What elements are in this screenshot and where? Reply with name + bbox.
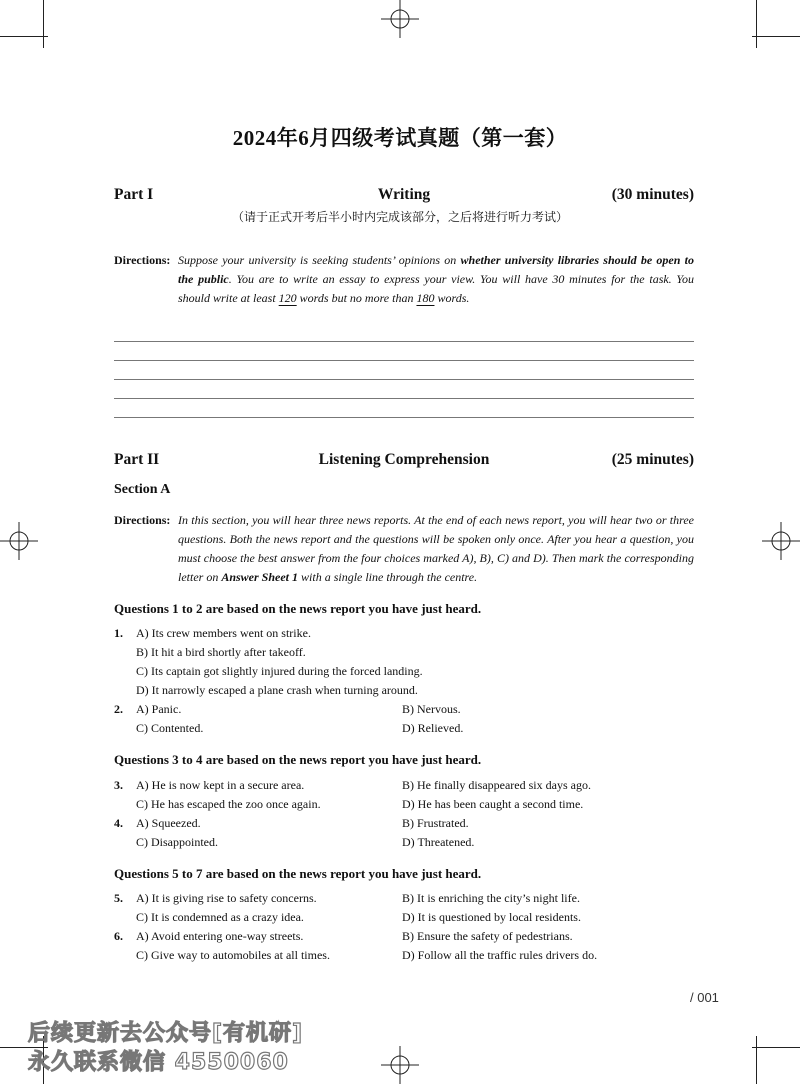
option-c[interactable]: C) Disappointed. (136, 835, 218, 849)
watermark-line-2: 永久联系微信 4550060 (28, 1050, 289, 1075)
option-a[interactable]: A) He is now kept in a secure area. (136, 778, 305, 792)
part2-label: Part II (114, 451, 160, 468)
part2-directions-label: Directions: (114, 513, 171, 527)
section-a-heading: Section A (114, 482, 171, 497)
question-group-heading: Questions 3 to 4 are based on the news report you have just heard. (114, 752, 482, 767)
question-group-heading: Questions 5 to 7 are based on the news report you have just heard. (114, 866, 482, 881)
option-b[interactable]: B) It is enriching the city’s night life. (402, 891, 580, 905)
option-c[interactable]: C) Give way to automobiles at all times. (136, 948, 330, 962)
writing-line[interactable] (114, 379, 694, 380)
registration-mark-bottom (381, 1046, 419, 1084)
part1-note: （请于正式开考后半小时内完成该部分，之后将进行听力考试） (231, 210, 568, 224)
question-number: 2. (114, 702, 123, 716)
option-a[interactable]: A) Panic. (136, 702, 182, 716)
part2-name: Listening Comprehension (318, 451, 490, 468)
option-b[interactable]: B) It hit a bird shortly after takeoff. (136, 645, 306, 659)
part1-name: Writing (377, 186, 431, 203)
option-b[interactable]: B) Ensure the safety of pedestrians. (402, 929, 573, 943)
page-number: / 001 (690, 990, 719, 1005)
page-title: 2024年6月四级考试真题（第一套） (232, 126, 568, 150)
option-c[interactable]: C) It is condemned as a crazy idea. (136, 910, 304, 924)
part2-directions: In this section, you will hear three news reports. At the end of each news report, you will hear two or three questions. Both the news report and the questions will be spoken only once. After you hear a question, you must choose the best answer from the four choices marked A), B), C) and D). Then mark the corresponding letter on Answer Sheet 1 with a single line through the centre. (178, 513, 694, 584)
option-d[interactable]: D) He has been caught a second time. (402, 797, 584, 811)
question-number: 6. (114, 929, 123, 943)
question-number: 3. (114, 778, 123, 792)
option-d[interactable]: D) Follow all the traffic rules drivers do. (402, 948, 598, 962)
option-d[interactable]: D) It narrowly escaped a plane crash when turning around. (136, 683, 418, 697)
option-a[interactable]: A) Squeezed. (136, 816, 201, 830)
part1-label: Part I (114, 186, 154, 203)
part1-directions: Suppose your university is seeking students’ opinions on whether university libraries should be open to the public. You are to write an essay to express your view. You will have 30 minutes for the task. You should write at least 120 words but no more than 180 words. (178, 253, 694, 305)
option-b[interactable]: B) Frustrated. (402, 816, 469, 830)
option-a[interactable]: A) It is giving rise to safety concerns. (136, 891, 317, 905)
writing-line[interactable] (114, 398, 694, 399)
writing-line[interactable] (114, 417, 694, 418)
question-number: 1. (114, 626, 123, 640)
question-group-heading: Questions 1 to 2 are based on the news report you have just heard. (114, 601, 482, 616)
part1-directions-label: Directions: (114, 253, 171, 267)
option-b[interactable]: B) He finally disappeared six days ago. (402, 778, 591, 792)
option-c[interactable]: C) He has escaped the zoo once again. (136, 797, 321, 811)
option-a[interactable]: A) Avoid entering one-way streets. (136, 929, 304, 943)
option-d[interactable]: D) Threatened. (402, 835, 475, 849)
question-number: 5. (114, 891, 123, 905)
registration-mark-left (0, 522, 38, 560)
option-a[interactable]: A) Its crew members went on strike. (136, 626, 311, 640)
registration-mark-right (762, 522, 800, 560)
option-d[interactable]: D) Relieved. (402, 721, 464, 735)
part2-time: (25 minutes) (611, 451, 694, 468)
option-c[interactable]: C) Contented. (136, 721, 204, 735)
part1-time: (30 minutes) (611, 186, 694, 203)
option-d[interactable]: D) It is questioned by local residents. (402, 910, 581, 924)
writing-line[interactable] (114, 360, 694, 361)
registration-mark-top (381, 0, 419, 38)
writing-line[interactable] (114, 341, 694, 342)
option-c[interactable]: C) Its captain got slightly injured during the forced landing. (136, 664, 423, 678)
question-number: 4. (114, 816, 123, 830)
watermark-line-1: 后续更新去公众号[有机研] (28, 1021, 304, 1046)
option-b[interactable]: B) Nervous. (402, 702, 461, 716)
